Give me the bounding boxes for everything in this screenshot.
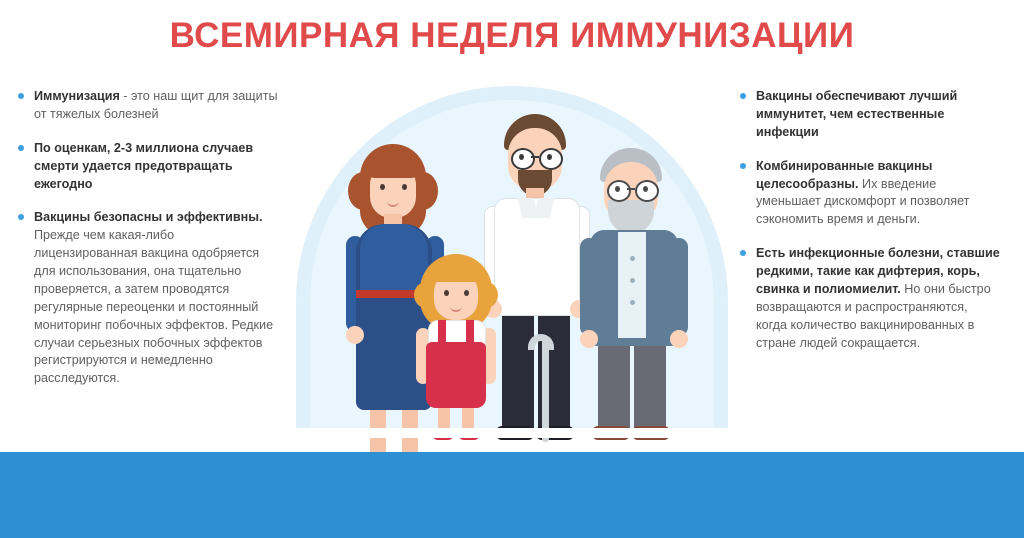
list-item — [740, 245, 1002, 352]
bullet-dot-icon — [18, 93, 24, 99]
older-man-glasses-bridge — [627, 188, 635, 190]
girl-fringe — [432, 264, 480, 282]
bullet-lead: Комбинированные вакцины целесообразны. — [756, 158, 933, 191]
woman-hand-left — [346, 326, 364, 344]
list-item — [740, 158, 1002, 230]
bullet-rest: Но они быстро возвращаются и распространяются, когда количество вакцинированных в стране людей сокращается. — [756, 281, 991, 350]
left-text-column — [18, 88, 280, 404]
older-man-shirt — [618, 232, 646, 338]
list-item — [18, 88, 280, 124]
cane-icon — [542, 338, 549, 442]
older-man-leg-right — [634, 342, 666, 432]
bullet-rest: - это наш щит для защиты от тяжелых болезней — [34, 89, 278, 121]
bullet-lead: Вакцины обеспечивают лучший иммунитет, чем естественные инфекции — [756, 89, 958, 139]
older-man-hand-right — [670, 330, 688, 348]
list-item — [740, 88, 1002, 142]
list-item — [18, 209, 280, 388]
bullet-dot-icon — [740, 250, 746, 256]
girl-strap-right — [466, 320, 474, 346]
older-man-hand-left — [580, 330, 598, 348]
woman-eye-left — [380, 184, 385, 190]
older-man-leg-left — [598, 342, 630, 432]
bullet-lead: Вакцины безопасны и эффективны. — [34, 210, 263, 225]
bullet-dot-icon — [18, 214, 24, 220]
girl-strap-left — [438, 320, 446, 346]
figure-older-man — [578, 148, 690, 440]
bottom-band — [0, 452, 1024, 538]
bullet-dot-icon — [740, 163, 746, 169]
page-title: ВСЕМИРНАЯ НЕДЕЛЯ ИММУНИЗАЦИИ — [169, 16, 855, 55]
bullet-lead: По оценкам, 2-3 миллиона случаев смерти удается предотвращать ежегодно — [34, 140, 254, 191]
man-eye-right — [547, 154, 552, 160]
bullet-dot-icon — [18, 145, 24, 151]
figure-girl — [412, 254, 500, 440]
girl-eye-left — [444, 290, 449, 296]
right-text-column — [740, 88, 1002, 368]
girl-eye-right — [464, 290, 469, 296]
older-man-beard — [608, 200, 654, 234]
bullet-rest: Прежде чем какая-либо лицензированная вакцина одобряется для использования, она тщательно проверяется, а затем проводятся регулярные переоценки и постоянный мониторинг побочных эффектов. Редкие случаи серьезных побочных эффектов регистрируются и немедленно расследуются. — [34, 228, 274, 386]
ground-line — [296, 428, 728, 438]
woman-fringe — [368, 156, 418, 178]
list-item — [18, 140, 280, 194]
older-man-eye-left — [615, 186, 620, 192]
older-man-button — [630, 256, 635, 261]
man-glasses-bridge — [531, 156, 539, 158]
older-man-eye-right — [643, 186, 648, 192]
girl-dress — [426, 342, 486, 408]
man-leg-left — [502, 310, 534, 432]
family-illustration — [296, 86, 728, 438]
older-man-button — [630, 278, 635, 283]
bullet-dot-icon — [740, 93, 746, 99]
man-eye-left — [519, 154, 524, 160]
older-man-button — [630, 300, 635, 305]
bullet-lead: Есть инфекционные болезни, ставшие редкими, такие как дифтерия, корь, свинка и полиомиелит. — [756, 246, 1000, 296]
woman-eye-right — [402, 184, 407, 190]
bullet-rest: Их введение уменьшает дискомфорт и позволяет сэкономить время и деньги. — [756, 176, 970, 227]
bullet-lead: Иммунизация — [34, 89, 120, 103]
